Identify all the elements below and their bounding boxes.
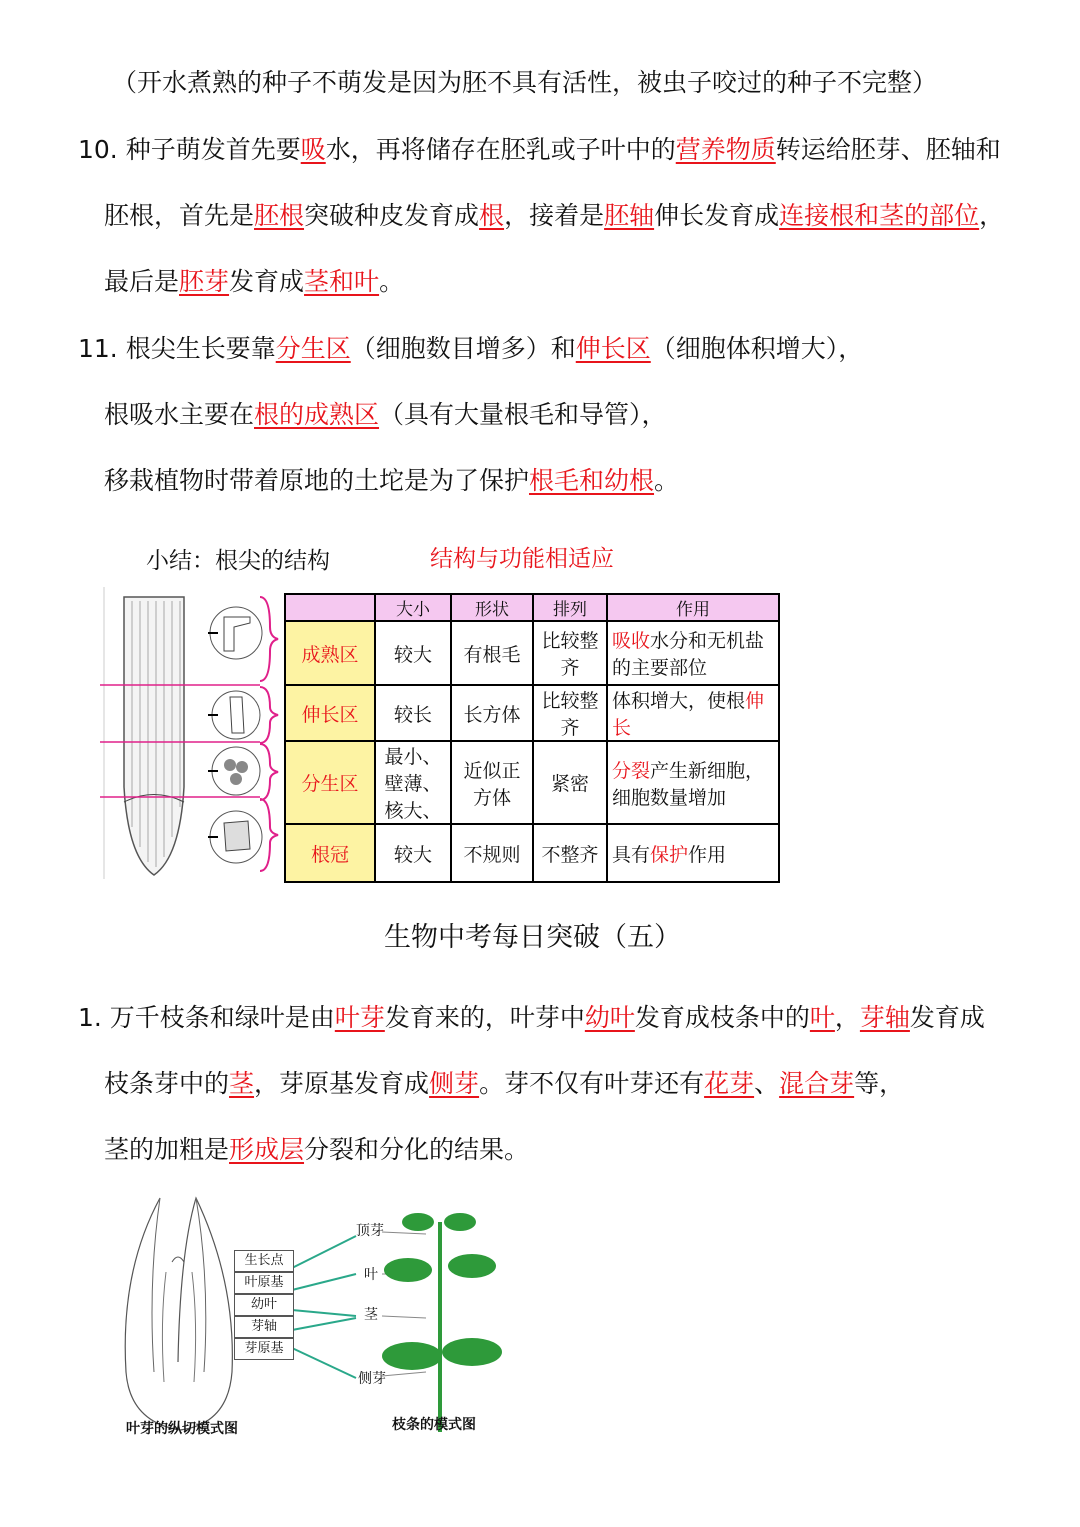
answer: 伸长区 — [575, 334, 651, 363]
root-tip-table — [284, 593, 780, 883]
item1-line1 — [78, 1001, 985, 1035]
text: （细胞数目增多）和 — [350, 334, 576, 363]
intro-note: （开水煮熟的种子不萌发是因为胚不具有活性，被虫子咬过的种子不完整） — [112, 68, 938, 97]
text: 伸长发育成 — [654, 201, 780, 230]
keyword: 伸长 — [612, 690, 765, 739]
shoot-label-leaf: 叶 — [364, 1267, 378, 1283]
caption-bud-section: 叶芽的纵切模式图 — [126, 1421, 238, 1437]
text: 分裂和分化的结果。 — [304, 1135, 530, 1164]
text: 1. 万千枝条和绿叶是由 — [78, 1003, 335, 1032]
answer: 叶芽 — [334, 1003, 385, 1032]
arrange-cell: 紧密 — [533, 741, 607, 824]
text: 茎的加粗是 — [104, 1135, 230, 1164]
part-label-leaf-primordium: 叶原基 — [234, 1272, 294, 1294]
answer: 叶 — [809, 1003, 835, 1032]
shape-cell: 不规则 — [451, 824, 533, 882]
header-cell: 形状 — [451, 594, 533, 621]
answer: 胚芽 — [179, 267, 230, 296]
table-row — [285, 621, 779, 685]
answer: 混合芽 — [779, 1069, 855, 1098]
shoot-label-lateral-bud: 侧芽 — [358, 1371, 386, 1387]
text: ， — [979, 201, 1005, 230]
answer: 根的成熟区 — [254, 400, 380, 429]
arrange-cell: 比较整齐 — [533, 621, 607, 685]
item11-line2 — [104, 398, 667, 432]
text: ，芽原基发育成 — [254, 1069, 430, 1098]
text: 等， — [854, 1069, 905, 1098]
header-cell: 大小 — [375, 594, 451, 621]
text: 、 — [754, 1069, 780, 1098]
answer: 茎和叶 — [304, 267, 380, 296]
part-label-young-leaf: 幼叶 — [234, 1294, 294, 1316]
text: 作用 — [688, 843, 727, 866]
part-label-bud-primordium: 芽原基 — [234, 1338, 294, 1360]
answer: 花芽 — [704, 1069, 755, 1098]
item11-line3 — [104, 464, 679, 498]
answer: 胚根 — [254, 201, 305, 230]
text: 转运给胚芽、胚轴和 — [775, 135, 1001, 164]
table-header-row — [285, 594, 779, 621]
keyword: 吸收 — [612, 630, 651, 652]
size-cell: 较大 — [375, 824, 451, 882]
keyword: 分裂 — [612, 759, 651, 782]
text: 11. 根尖生长要靠 — [78, 334, 276, 363]
header-cell: 作用 — [607, 594, 779, 621]
caption-shoot: 枝条的模式图 — [392, 1417, 476, 1433]
text: 体积增大，使根 — [612, 690, 746, 712]
root-tip-drawing — [100, 587, 290, 879]
shoot-label-terminal-bud: 顶芽 — [356, 1223, 384, 1239]
answer: 芽轴 — [859, 1003, 910, 1032]
zone-cell: 根冠 — [285, 824, 375, 882]
answer: 连接根和茎的部位 — [779, 201, 980, 230]
shoot-label-stem: 茎 — [364, 1307, 378, 1323]
answer: 形成层 — [229, 1135, 305, 1164]
zone-cell: 伸长区 — [285, 685, 375, 741]
shape-cell: 有根毛 — [451, 621, 533, 685]
bud-figure — [100, 1192, 530, 1442]
text: 。 — [654, 466, 680, 495]
function-cell — [607, 685, 779, 741]
bud-drawing — [100, 1192, 530, 1442]
size-cell: 最小、壁薄、核大、 — [375, 741, 451, 824]
shape-cell: 近似正方体 — [451, 741, 533, 824]
table-row — [285, 741, 779, 824]
figure-subtitle: 结构与功能相适应 — [430, 546, 614, 572]
arrange-cell: 比较整齐 — [533, 685, 607, 741]
header-blank — [285, 594, 375, 621]
keyword: 保护 — [650, 843, 689, 866]
item10-line2 — [104, 199, 1004, 233]
figure-title: 小结：根尖的结构 — [146, 548, 330, 574]
part-label-growing-point: 生长点 — [234, 1250, 294, 1272]
zone-cell: 分生区 — [285, 741, 375, 824]
answer: 根 — [479, 201, 505, 230]
text: 最后是 — [104, 267, 180, 296]
arrange-cell: 不整齐 — [533, 824, 607, 882]
text: 。 — [379, 267, 405, 296]
text: （具有大量根毛和导管）， — [379, 400, 667, 429]
text: （细胞体积增大）， — [650, 334, 864, 363]
text: 胚根，首先是 — [104, 201, 255, 230]
text: ， — [834, 1003, 860, 1032]
answer: 胚轴 — [604, 201, 655, 230]
item1-line2 — [104, 1067, 904, 1101]
text: ，接着是 — [504, 201, 605, 230]
answer: 营养物质 — [675, 135, 776, 164]
text: 发育成 — [909, 1003, 985, 1032]
answer: 侧芽 — [429, 1069, 480, 1098]
answer: 茎 — [229, 1069, 255, 1098]
item10-line3 — [104, 265, 404, 299]
section-title: 生物中考每日突破（五） — [384, 922, 681, 953]
answer: 根毛和幼根 — [529, 466, 655, 495]
text: 突破种皮发育成 — [304, 201, 480, 230]
text: 发育成枝条中的 — [634, 1003, 810, 1032]
shape-cell: 长方体 — [451, 685, 533, 741]
item1-line3 — [104, 1133, 529, 1167]
part-label-bud-axis: 芽轴 — [234, 1316, 294, 1338]
text: 根吸水主要在 — [104, 400, 255, 429]
text: 10. 种子萌发首先要 — [78, 135, 301, 164]
header-cell: 排列 — [533, 594, 607, 621]
zone-cell: 成熟区 — [285, 621, 375, 685]
function-cell — [607, 824, 779, 882]
item11-line1 — [78, 332, 863, 366]
text: 水分和无机盐的主要部位 — [612, 630, 765, 679]
text: 发育成 — [229, 267, 305, 296]
text: 水，再将储存在胚乳或子叶中的 — [325, 135, 676, 164]
table-row — [285, 685, 779, 741]
size-cell: 较大 — [375, 621, 451, 685]
item10-line1 — [78, 133, 1001, 167]
text: 移栽植物时带着原地的土坨是为了保护 — [104, 466, 530, 495]
size-cell: 较长 — [375, 685, 451, 741]
answer: 吸 — [300, 135, 326, 164]
answer: 幼叶 — [584, 1003, 635, 1032]
table-row — [285, 824, 779, 882]
function-cell — [607, 741, 779, 824]
text: 产生新细胞，细胞数量增加 — [612, 759, 765, 809]
text: 发育来的，叶芽中 — [384, 1003, 585, 1032]
answer: 分生区 — [275, 334, 351, 363]
text: 。芽不仅有叶芽还有 — [479, 1069, 705, 1098]
text: 具有 — [612, 843, 651, 866]
function-cell — [607, 621, 779, 685]
text: 枝条芽中的 — [104, 1069, 230, 1098]
root-tip-figure — [100, 527, 790, 879]
